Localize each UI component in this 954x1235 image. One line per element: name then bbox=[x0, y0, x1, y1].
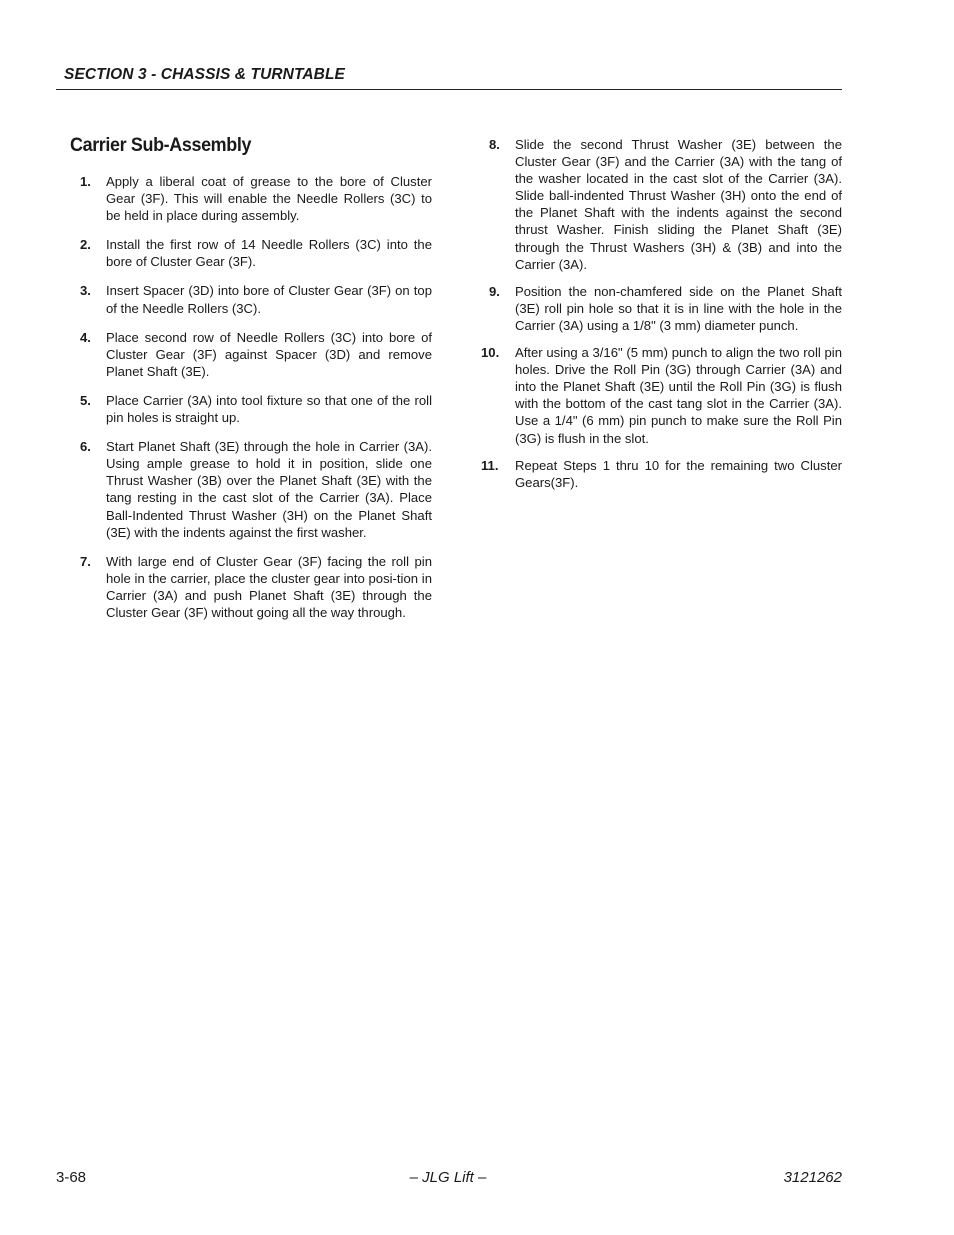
step-number: 7. bbox=[80, 553, 91, 569]
right-column bbox=[479, 136, 842, 491]
step-number: 6. bbox=[80, 439, 91, 455]
step-number: 3. bbox=[80, 283, 91, 299]
document-number: 3121262 bbox=[783, 1169, 842, 1186]
step-number: 10. bbox=[481, 345, 500, 361]
step-text: Slide the second Thrust Washer (3E) between the Cluster Gear (3F) and the Carrier (3A) with the tang of the washer located in the cast slot of the Carrier (3A). Slide ball-indented Thrust Washer (3H) onto the end of the Planet Shaft with the indents against the second thrust Washer. Finish sliding the Planet Shaft (3E) through the Thrust Washers (3H) & (3B) and into the Carrier (3A). bbox=[515, 137, 842, 272]
step-number: 9. bbox=[489, 283, 500, 299]
step-number: 5. bbox=[80, 392, 91, 408]
list-item-step-7 bbox=[76, 553, 432, 621]
header-divider bbox=[56, 89, 842, 90]
step-text: Place second row of Needle Rollers (3C) into bore of Cluster Gear (3F) against Spacer (3D) and remove Planet Shaft (3E). bbox=[106, 329, 432, 379]
footer-brand: – JLG Lift – bbox=[409, 1169, 487, 1186]
page-number: 3-68 bbox=[56, 1169, 87, 1186]
left-column bbox=[76, 173, 432, 621]
list-item-step-6 bbox=[76, 438, 432, 541]
list-item-step-1 bbox=[76, 173, 432, 224]
step-text: Place Carrier (3A) into tool fixture so that one of the roll pin holes is straight up. bbox=[106, 392, 432, 426]
step-text: Start Planet Shaft (3E) through the hole in Carrier (3A). Using ample grease to hold it in position, slide one Thrust Washer (3B) over the Planet Shaft (3E) with the tang resting in the cast slot of the Carrier (3A). Place Ball-Indented Thrust Washer (3H) on the Planet Shaft (3E) with the indents against the first washer. bbox=[106, 439, 432, 540]
step-number: 4. bbox=[80, 329, 91, 345]
step-number: 1. bbox=[80, 174, 91, 189]
section-heading: Carrier Sub-Assembly bbox=[70, 134, 252, 156]
step-text: Apply a liberal coat of grease to the bore of Cluster Gear (3F). This will enable the Needle Rollers (3C) to be held in place during assembly. bbox=[106, 174, 432, 224]
step-text: After using a 3/16" (5 mm) punch to align the two roll pin holes. Drive the Roll Pin (3G) through Carrier (3A) and into the Planet Shaft (3E) until the Roll Pin (3G) is flush with the bottom of the cast tang slot in the Carrier (3A). Use a 1/4" (6 mm) pin punch to make sure the Roll Pin (3G) is flush in the slot. bbox=[515, 345, 842, 446]
step-text: Install the first row of 14 Needle Rollers (3C) into the bore of Cluster Gear (3F). bbox=[106, 237, 432, 270]
step-text: Repeat Steps 1 thru 10 for the remaining two Cluster Gears(3F). bbox=[515, 457, 842, 490]
step-number: 2. bbox=[80, 237, 91, 253]
list-item-step-5 bbox=[76, 392, 432, 426]
list-item-step-4 bbox=[76, 329, 432, 380]
step-number: 11. bbox=[481, 457, 499, 473]
list-item-step-8 bbox=[479, 136, 842, 273]
list-item-step-10 bbox=[479, 344, 842, 447]
list-item-step-2 bbox=[76, 236, 432, 270]
section-header-title: SECTION 3 - CHASSIS & TURNTABLE bbox=[64, 66, 345, 83]
list-item-step-9 bbox=[479, 283, 842, 334]
step-number: 8. bbox=[489, 137, 500, 152]
step-text: Position the non-chamfered side on the Planet Shaft (3E) roll pin hole so that it is in line with the hole in the Carrier (3A) using a 1/8" (3 mm) diameter punch. bbox=[515, 283, 842, 333]
step-text: Insert Spacer (3D) into bore of Cluster Gear (3F) on top of the Needle Rollers (3C). bbox=[106, 283, 432, 316]
step-text: With large end of Cluster Gear (3F) facing the roll pin hole in the carrier, place the cluster gear into posi-tion in Carrier (3A) and push Planet Shaft (3E) through the Cluster Gear (3F) without going all the way through. bbox=[106, 553, 432, 620]
list-item-step-3 bbox=[76, 282, 432, 316]
list-item-step-11 bbox=[479, 457, 842, 491]
